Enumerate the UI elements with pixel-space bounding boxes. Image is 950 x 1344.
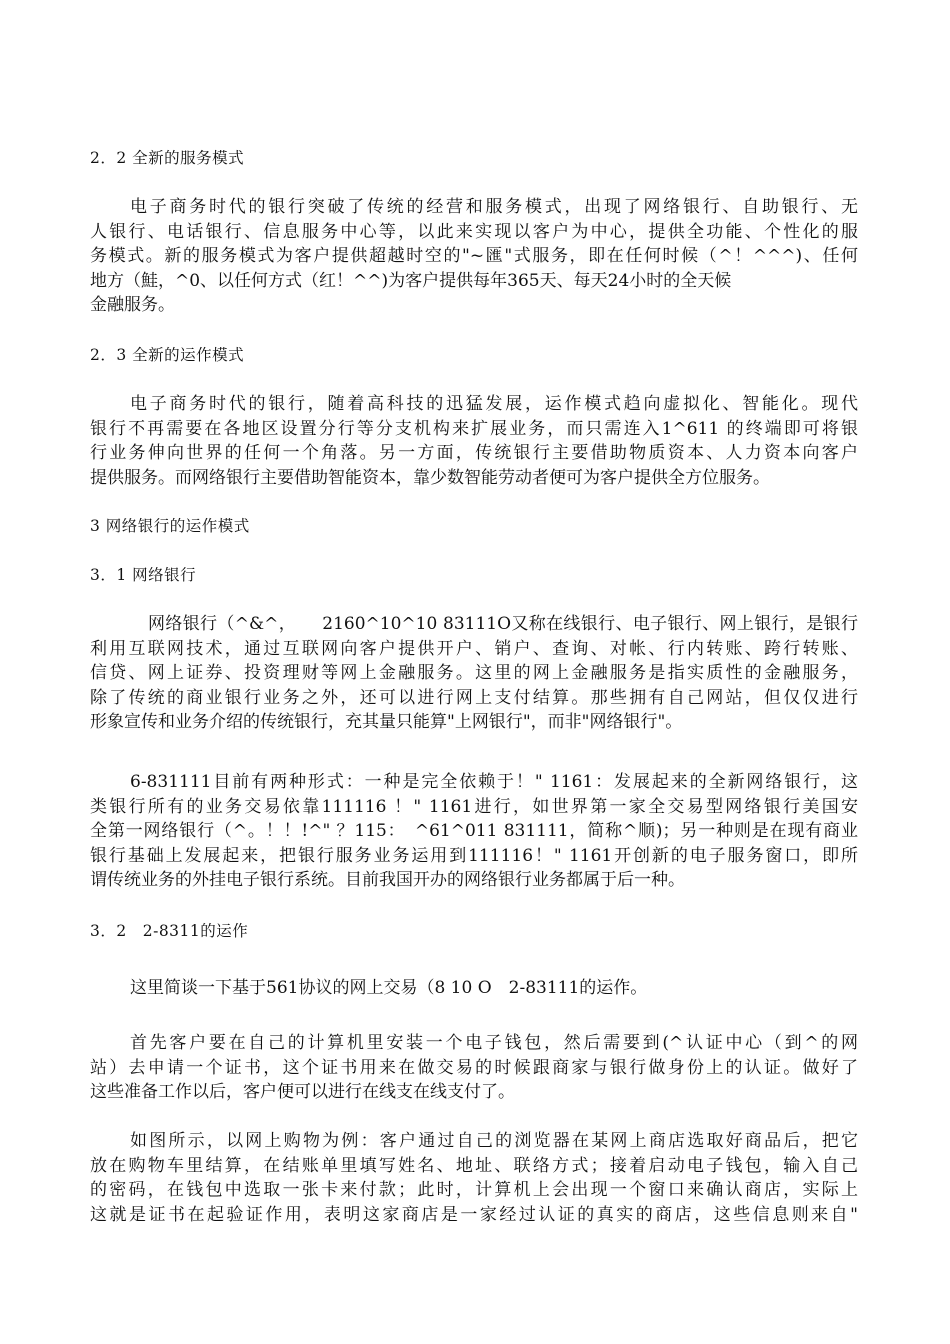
paragraph-line: 如图所示，以网上购物为例：客户通过自己的浏览器在某网上商店选取好商品后，把它 bbox=[130, 1131, 858, 1151]
section-heading-3: 3 网络银行的运作模式 bbox=[90, 517, 250, 535]
paragraph-line: 这些准备工作以后，客户便可以进行在线支在线支付了。 bbox=[90, 1082, 515, 1102]
paragraph-line: 电子商务时代的银行，随着高科技的迅猛发展，运作模式趋向虚拟化、智能化。现代 bbox=[130, 394, 858, 414]
paragraph-line: 全第一网络银行（^。！！!^" ？115： ^61^011 831111，简称^顺)；另一种则是在现有商业 bbox=[90, 821, 858, 841]
paragraph-line: 首先客户要在自己的计算机里安装一个电子钱包，然后需要到(^认证中心（到^的网 bbox=[130, 1033, 858, 1053]
paragraph-line: 行业务伸向世界的任何一个角落。另一方面，传统银行主要借助物质资本、人力资本向客户 bbox=[90, 443, 858, 463]
section-heading-3-2: 3．2 2-8311的运作 bbox=[90, 922, 249, 940]
paragraph-line: 类银行所有的业务交易依靠111116 ！" 1161进行，如世界第一家全交易型网络银行美国安 bbox=[90, 796, 858, 817]
paragraph-line: 这就是证书在起验证作用，表明这家商店是一家经过认证的真实的商店，这些信息则来自" bbox=[90, 1204, 858, 1225]
paragraph-electronic-wallet bbox=[90, 1031, 858, 1105]
paragraph-line: 站）去申请一个证书，这个证书用来在做交易的时候跟商家与银行做身份上的认证。做好了 bbox=[90, 1057, 858, 1078]
paragraph-line: 信贷、网上证券、投资理财等网上金融服务。这里的网上金融服务是指实质性的金融服务， bbox=[90, 663, 858, 683]
paragraph-line: 这里简谈一下基于561协议的网上交易（8 10 O 2-83111的运作。 bbox=[130, 978, 648, 998]
paragraph-line: 利用互联网技术，通过互联网向客户提供开户、销户、查询、对帐、行内转账、跨行转账、 bbox=[90, 638, 858, 659]
paragraph-line: 形象宣传和业务介绍的传统银行，充其量只能算"上网银行"，而非"网络银行"。 bbox=[90, 712, 683, 732]
paragraph-line: 的密码，在钱包中选取一张卡来付款；此时，计算机上会出现一个窗口来确认商店，实际上 bbox=[90, 1180, 858, 1200]
paragraph-network-bank bbox=[90, 612, 858, 735]
section-heading-3-1: 3．1 网络银行 bbox=[90, 566, 197, 584]
paragraph-line: 谓传统业务的外挂电子银行系统。目前我国开办的网络银行业务都属于后一种。 bbox=[90, 870, 685, 890]
paragraph-line: 提供服务。而网络银行主要借助智能资本，靠少数智能劳动者便可为客户提供全方位服务。 bbox=[90, 467, 770, 488]
paragraph-bank-forms bbox=[90, 770, 858, 893]
paragraph-line: 银行不再需要在各地区设置分行等分支机构来扩展业务，而只需连入1^611 的终端即可将银 bbox=[90, 418, 858, 439]
paragraph-line: 务模式。新的服务模式为客户提供超越时空的"~匯"式服务，即在任何时候（^！^^^)、任何 bbox=[90, 246, 858, 266]
paragraph-line: 除了传统的商业银行业务之外，还可以进行网上支付结算。那些拥有自己网站，但仅仅进行 bbox=[90, 687, 858, 708]
paragraph-line: 网络银行（^&^， 2160^10^10 83111O又称在线银行、电子银行、网上银行，是银行 bbox=[148, 614, 858, 634]
paragraph-service-model bbox=[90, 195, 858, 318]
paragraph-protocol-intro bbox=[90, 976, 858, 1001]
paragraph-operation-model bbox=[90, 392, 858, 490]
paragraph-line: 电子商务时代的银行突破了传统的经营和服务模式，出现了网络银行、自助银行、无 bbox=[130, 197, 858, 217]
paragraph-shopping-example bbox=[90, 1129, 858, 1227]
section-heading-2-2: 2．2 全新的服务模式 bbox=[90, 149, 245, 167]
paragraph-line: 银行基础上发展起来，把银行服务业务运用到111116！" 1161开创新的电子服务窗口，即所 bbox=[90, 845, 858, 866]
section-heading-2-3: 2．3 全新的运作模式 bbox=[90, 346, 245, 364]
paragraph-line: 人银行、电话银行、信息服务中心等，以此来实现以客户为中心，提供全功能、个性化的服 bbox=[90, 221, 858, 242]
paragraph-line: 放在购物车里结算，在结账单里填写姓名、地址、联络方式；接着启动电子钱包，输入自己 bbox=[90, 1155, 858, 1176]
paragraph-line: 6-831111目前有两种形式：一种是完全依赖于！" 1161：发展起来的全新网络银行，这 bbox=[130, 772, 858, 792]
paragraph-line: 地方（鮭，^0、以任何方式（红！^^)为客户提供每年365天、每天24小时的全天候 bbox=[90, 270, 732, 291]
paragraph-line: 金融服务。 bbox=[90, 295, 175, 315]
